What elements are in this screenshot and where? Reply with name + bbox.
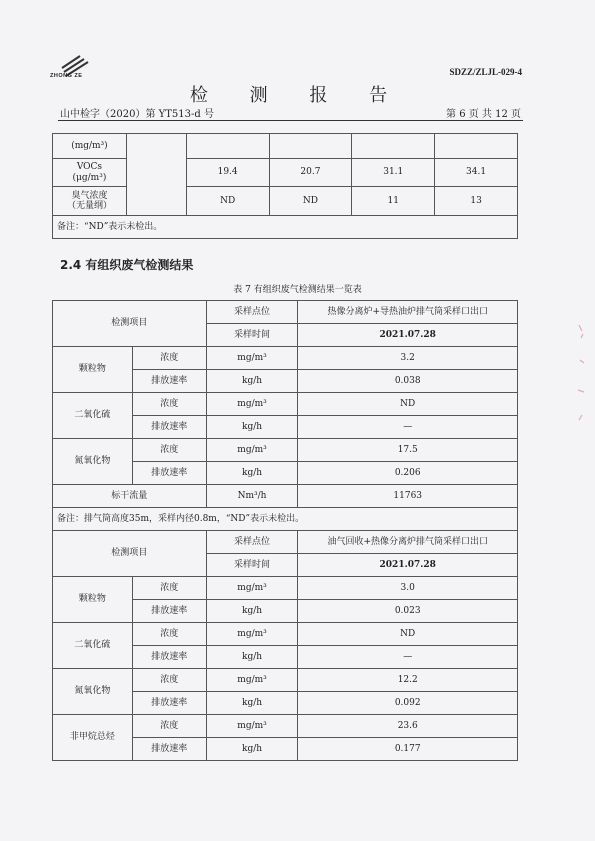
point-label: 采样点位 [206,301,298,324]
value-cell: 0.038 [298,370,518,393]
table-row [53,715,518,738]
unit-cell: mg/m³ [206,577,298,600]
pollutant-name: 非甲烷总烃 [53,715,133,761]
table-row [53,577,518,600]
value-cell: 0.206 [298,462,518,485]
time-value: 2021.07.28 [298,324,518,347]
value-cell [435,134,518,159]
table-note: 备注：排气筒高度35m，采样内径0.8m，“ND”表示未检出。 [53,508,518,531]
metric-label: 排放速率 [132,600,206,623]
value-cell: 13 [435,187,518,216]
voc-continued-table [52,133,518,239]
value-cell: 0.092 [298,692,518,715]
organized-emission-table [52,300,518,761]
table-row [53,393,518,416]
value-cell: 19.4 [186,159,269,187]
blank-cell [126,134,186,216]
page-title: 检 测 报 告 [189,85,406,106]
section-title: 2.4 有组织废气检测结果 [60,258,194,272]
metric-label: 浓度 [132,623,206,646]
pollutant-name: 二氧化硫 [53,623,133,669]
row-label: 臭气浓度 （无量纲） [53,187,127,216]
metric-label: 浓度 [132,715,206,738]
table-caption: 表 7 有组织废气检测结果一览表 [233,285,362,295]
value-cell [186,134,269,159]
value-cell [269,134,352,159]
logo-text: ZHONG ZE [50,73,83,79]
point-value: 油气回收+热像分离炉排气筒采样口出口 [298,531,518,554]
metric-label: 排放速率 [132,692,206,715]
unit-cell: kg/h [206,462,298,485]
point-label: 采样点位 [206,531,298,554]
table-row [53,301,518,324]
unit-cell: mg/m³ [206,439,298,462]
table-row [53,187,518,216]
unit-cell: kg/h [206,692,298,715]
flow-label: 标干流量 [53,485,207,508]
pollutant-name: 氮氧化物 [53,669,133,715]
unit-cell: mg/m³ [206,715,298,738]
value-cell: 12.2 [298,669,518,692]
time-label: 采样时间 [206,324,298,347]
value-cell: 3.0 [298,577,518,600]
report-number: 山中检字（2020）第 YT513-d 号 [60,109,214,120]
value-cell: 17.5 [298,439,518,462]
table-row [53,439,518,462]
value-cell: ND [269,187,352,216]
table-row [53,531,518,554]
unit-cell: kg/h [206,738,298,761]
document-code: SDZZ/ZLJL-029-4 [449,67,522,77]
value-cell: ND [298,623,518,646]
point-value: 热像分离炉+导热油炉排气筒采样口出口 [298,301,518,324]
unit-cell: Nm³/h [206,485,298,508]
unit-cell: mg/m³ [206,669,298,692]
value-cell: 34.1 [435,159,518,187]
metric-label: 排放速率 [132,646,206,669]
note-row [53,216,518,239]
value-cell: 0.023 [298,600,518,623]
row-label: VOCs (μg/m³) [53,159,127,187]
metric-label: 浓度 [132,393,206,416]
value-cell: 0.177 [298,738,518,761]
table-row [53,623,518,646]
unit-cell: mg/m³ [206,393,298,416]
value-cell [352,134,435,159]
value-cell: 11 [352,187,435,216]
value-cell: 3.2 [298,347,518,370]
pollutant-name: 氮氧化物 [53,439,133,485]
metric-label: 排放速率 [132,370,206,393]
unit-cell: kg/h [206,600,298,623]
table-row [53,669,518,692]
value-cell: 31.1 [352,159,435,187]
row-label: (mg/m³) [53,134,127,159]
table-row [53,134,518,159]
unit-cell: kg/h [206,646,298,669]
value-cell: ND [298,393,518,416]
table-note: 备注：“ND”表示未检出。 [53,216,518,239]
metric-label: 排放速率 [132,462,206,485]
metric-label: 浓度 [132,669,206,692]
pollutant-name: 二氧化硫 [53,393,133,439]
header-divider [58,120,523,121]
item-header: 检测项目 [53,301,207,347]
unit-cell: mg/m³ [206,623,298,646]
metric-label: 排放速率 [132,416,206,439]
value-cell: — [298,416,518,439]
unit-cell: mg/m³ [206,347,298,370]
value-cell: ND [186,187,269,216]
note-row [53,508,518,531]
table-row [53,159,518,187]
unit-cell: kg/h [206,416,298,439]
value-cell: 11763 [298,485,518,508]
time-value: 2021.07.28 [298,554,518,577]
value-cell: — [298,646,518,669]
item-header: 检测项目 [53,531,207,577]
time-label: 采样时间 [206,554,298,577]
value-cell: 23.6 [298,715,518,738]
seal-stamp-fragment [575,320,589,430]
table-row [53,485,518,508]
pollutant-name: 颗粒物 [53,347,133,393]
metric-label: 浓度 [132,577,206,600]
unit-cell: kg/h [206,370,298,393]
page-info: 第 6 页 共 12 页 [446,109,521,120]
metric-label: 浓度 [132,439,206,462]
table-row [53,347,518,370]
value-cell: 20.7 [269,159,352,187]
metric-label: 浓度 [132,347,206,370]
metric-label: 排放速率 [132,738,206,761]
pollutant-name: 颗粒物 [53,577,133,623]
